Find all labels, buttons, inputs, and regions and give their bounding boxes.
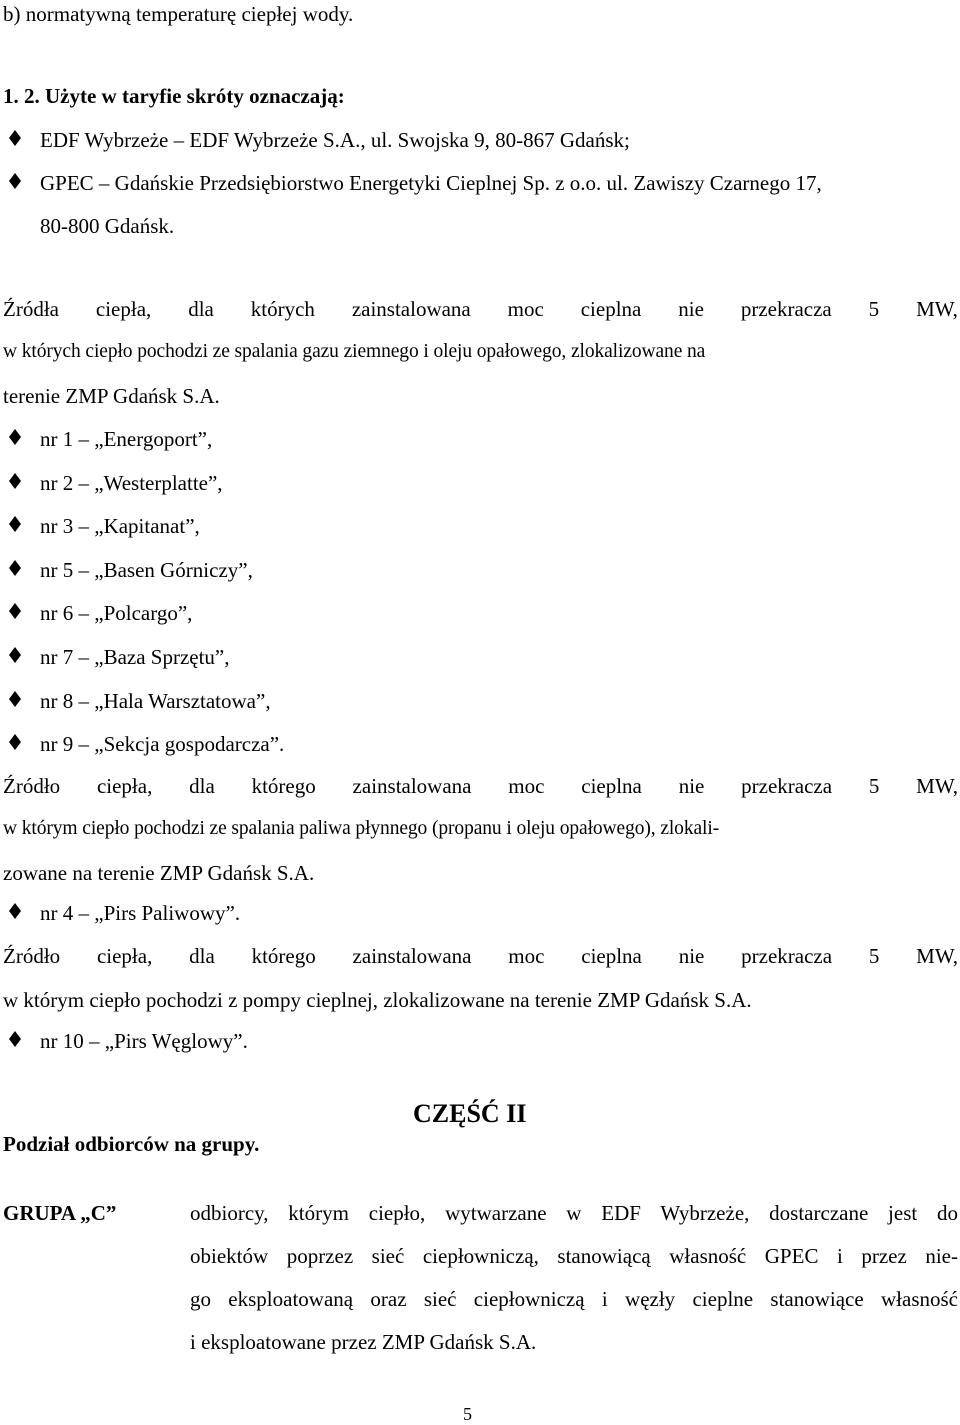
heat-source-item: nr 7 – „Baza Sprzętu”, xyxy=(40,645,230,669)
heading-abbreviations: 1. 2. Użyte w taryfie skróty oznaczają: xyxy=(3,84,345,108)
heat-source-item: nr 9 – „Sekcja gospodarcza”. xyxy=(40,732,285,757)
para-word: cieplna xyxy=(581,774,642,798)
group-c-desc-line2: obiektów poprzez sieć ciepłowniczą, stanowiącą własność GPEC i przez nie- xyxy=(190,1244,958,1268)
heat-source-item: nr 3 – „Kapitanat”, xyxy=(40,514,200,539)
para-word: przekracza xyxy=(740,297,832,321)
para-word: nie xyxy=(678,774,705,798)
diamond-bullet-icon xyxy=(8,1029,22,1049)
diamond-bullet-icon xyxy=(8,901,22,921)
section3-para-line1 xyxy=(3,944,958,969)
para-word: ciepła, xyxy=(96,944,153,968)
para-word: zainstalowana xyxy=(352,944,472,968)
heat-source-item: nr 1 – „Energoport”, xyxy=(40,427,213,451)
diamond-bullet-icon xyxy=(8,171,22,191)
diamond-bullet-icon xyxy=(8,689,22,709)
para-word: MW, xyxy=(916,297,958,321)
para-word: moc xyxy=(507,297,544,321)
section2-para-line3: zowane na terenie ZMP Gdańsk S.A. xyxy=(3,861,315,885)
diamond-bullet-icon xyxy=(8,601,22,621)
heat-source-item: nr 2 – „Westerplatte”, xyxy=(40,470,223,495)
heat-source-item: nr 10 – „Pirs Węglowy”. xyxy=(40,1029,248,1053)
para-word: ciepła, xyxy=(95,297,152,321)
para-word: MW, xyxy=(916,944,958,968)
line-b: b) normatywną temperaturę ciepłej wody. xyxy=(3,2,354,26)
para-word: przekracza xyxy=(741,774,833,798)
diamond-bullet-icon xyxy=(8,427,22,447)
para-word: moc xyxy=(508,774,545,798)
para-word: nie xyxy=(678,944,705,968)
para-word: ciepła, xyxy=(96,774,153,798)
page-number: 5 xyxy=(463,1404,472,1424)
heat-source-item: nr 8 – „Hala Warsztatowa”, xyxy=(40,688,271,713)
heat-source-item: nr 4 – „Pirs Paliwowy”. xyxy=(40,901,241,925)
group-c-desc-line1: odbiorcy, którym ciepło, wytwarzane w EDF Wybrzeże, dostarczane jest do xyxy=(190,1201,958,1225)
para-word: cieplna xyxy=(580,297,642,321)
section2-para-line1 xyxy=(3,774,958,799)
section1-para-line3: terenie ZMP Gdańsk S.A. xyxy=(3,384,220,408)
para-word: Źródła xyxy=(3,297,59,321)
heat-source-item: nr 6 – „Polcargo”, xyxy=(40,601,193,626)
section3-para-line2: w którym ciepło pochodzi z pompy cieplnej, zlokalizowane na terenie ZMP Gdańsk S.A. xyxy=(3,988,752,1012)
para-word: dla xyxy=(189,944,215,968)
para-word: nie xyxy=(678,297,704,321)
para-word: których xyxy=(250,297,315,321)
group-c-desc-line3: go eksploatowaną oraz sieć ciepłowniczą i węzły cieplne stanowiące własność xyxy=(190,1287,958,1311)
part-subheading: Podział odbiorców na grupy. xyxy=(3,1132,260,1156)
para-word: zainstalowana xyxy=(352,774,472,798)
para-word: Źródło xyxy=(3,774,61,798)
para-word: cieplna xyxy=(581,944,642,968)
para-word: MW, xyxy=(916,774,958,798)
para-word: moc xyxy=(508,944,545,968)
para-word: 5 xyxy=(868,297,880,321)
diamond-bullet-icon xyxy=(8,732,22,752)
abbrev-gpec: GPEC – Gdańskie Przedsiębiorstwo Energetyki Cieplnej Sp. z o.o. ul. Zawiszy Czarnego 17, xyxy=(40,171,822,195)
diamond-bullet-icon xyxy=(8,128,22,148)
group-c-desc-line4: i eksploatowane przez ZMP Gdańsk S.A. xyxy=(190,1330,537,1354)
abbrev-gpec-cont: 80-800 Gdańsk. xyxy=(40,214,175,238)
section1-para-line2: w których ciepło pochodzi ze spalania gazu ziemnego i oleju opałowego, zlokalizowane na xyxy=(3,341,706,362)
section2-para-line2: w którym ciepło pochodzi ze spalania paliwa płynnego (propanu i oleju opałowego), zlokali- xyxy=(3,818,720,839)
diamond-bullet-icon xyxy=(8,645,22,665)
para-word: którego xyxy=(251,944,316,968)
diamond-bullet-icon xyxy=(8,558,22,578)
para-word: 5 xyxy=(868,774,880,798)
section1-para-line1 xyxy=(3,297,958,322)
para-word: dla xyxy=(189,774,215,798)
para-word: zainstalowana xyxy=(351,297,471,321)
para-word: dla xyxy=(188,297,214,321)
para-word: 5 xyxy=(868,944,880,968)
para-word: Źródło xyxy=(3,944,61,968)
diamond-bullet-icon xyxy=(8,471,22,491)
heat-source-item: nr 5 – „Basen Górniczy”, xyxy=(40,557,253,582)
diamond-bullet-icon xyxy=(8,514,22,534)
part-title: CZĘŚĆ II xyxy=(413,1099,527,1128)
abbrev-edf: EDF Wybrzeże – EDF Wybrzeże S.A., ul. Swojska 9, 80-867 Gdańsk; xyxy=(40,128,630,152)
para-word: przekracza xyxy=(741,944,833,968)
para-word: którego xyxy=(251,774,316,798)
group-c-label: GRUPA „C” xyxy=(3,1201,117,1225)
